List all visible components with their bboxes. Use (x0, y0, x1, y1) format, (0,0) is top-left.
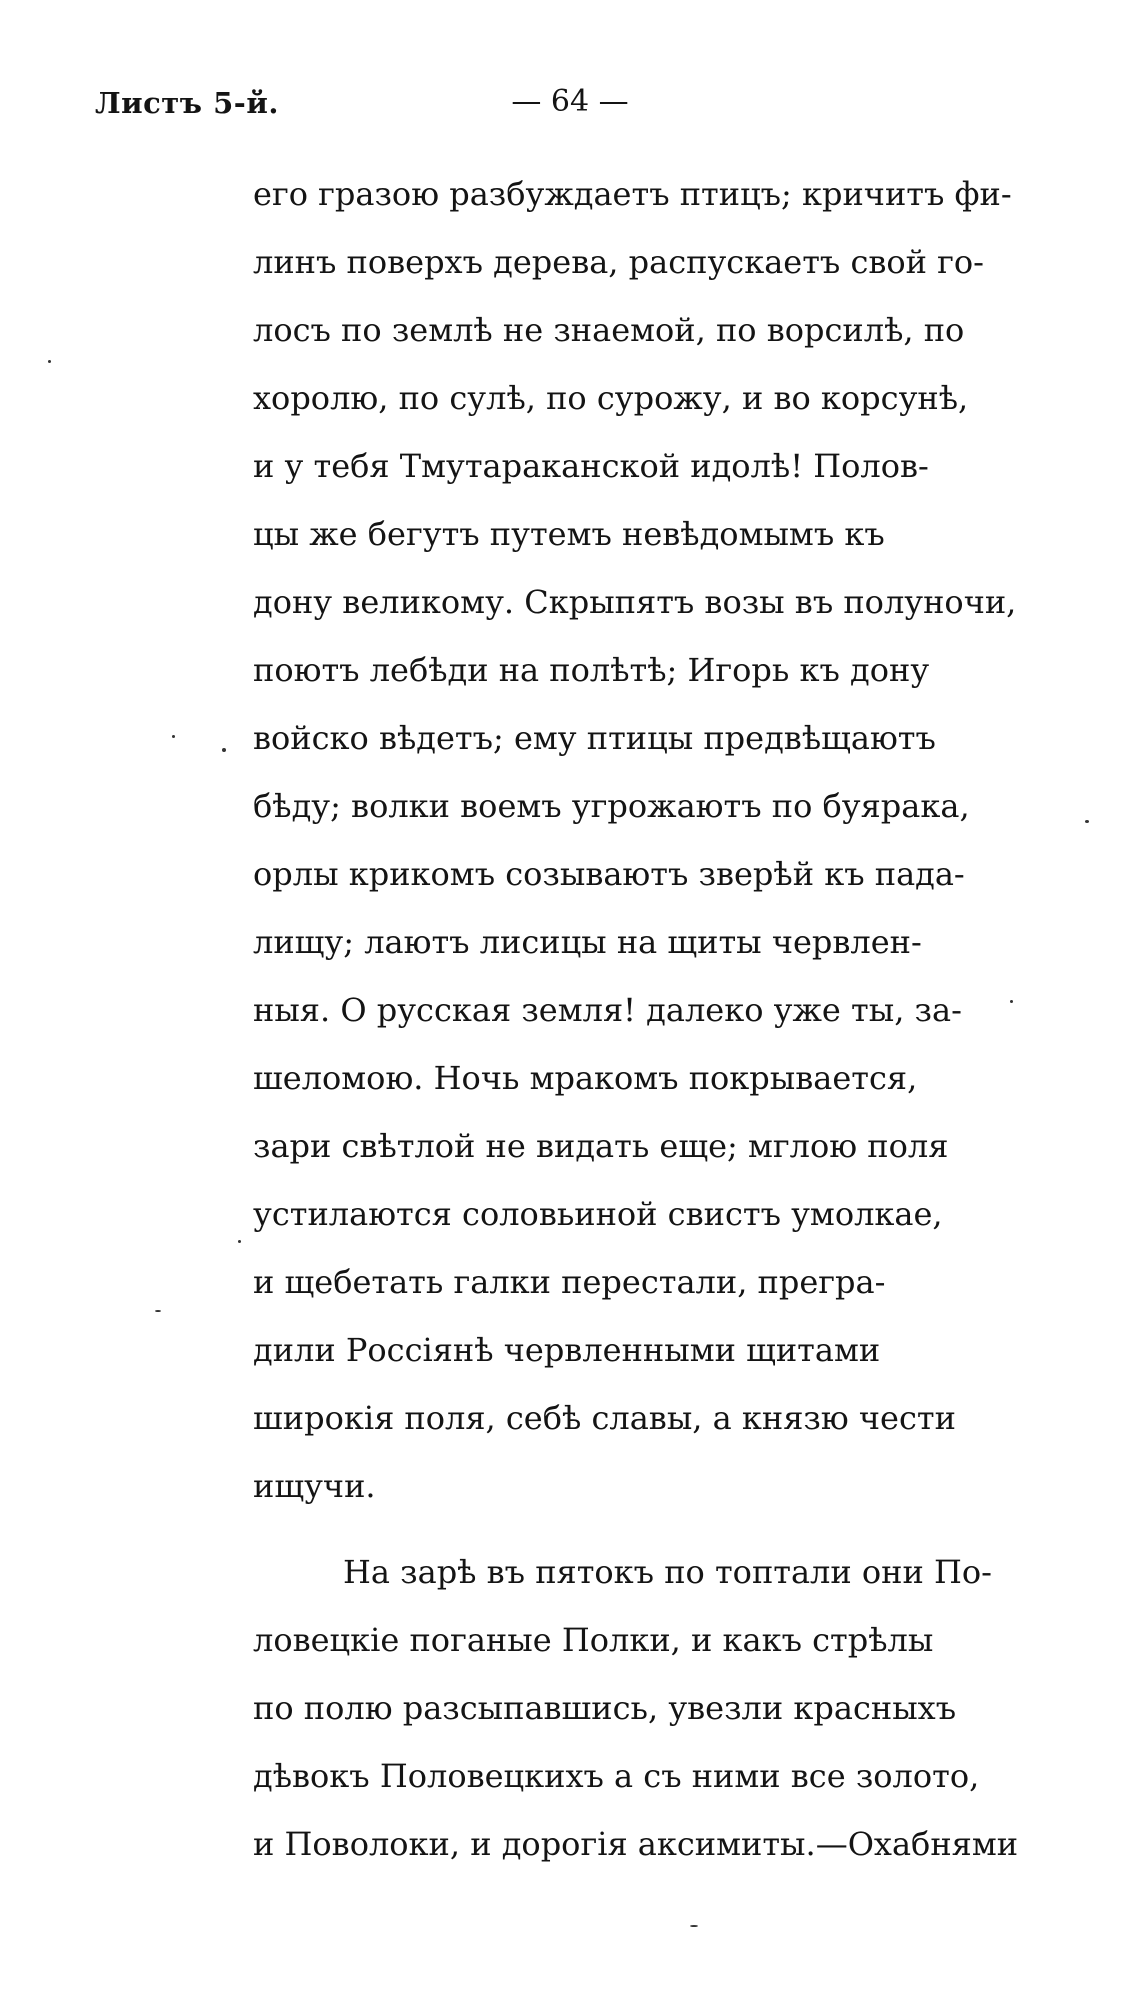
text-line: поютъ лебѣди на полѣтѣ; Игорь къ дону (253, 651, 930, 689)
scan-speck (1085, 820, 1089, 823)
text-line: На зарѣ въ пятокъ по топтали они По- (343, 1553, 992, 1591)
sheet-label: Листъ 5-й. (95, 86, 279, 120)
text-line: бѣду; волки воемъ угрожаютъ по буярака, (253, 787, 970, 825)
text-line: ищучи. (253, 1467, 376, 1505)
paragraph-1 (253, 160, 1017, 1520)
paragraph-gap (253, 1520, 973, 1538)
text-line: по полю разсыпавшись, увезли красныхъ (253, 1689, 957, 1727)
page-number: — 64 — (511, 84, 629, 119)
text-line: хоролю, по сулѣ, по сурожу, и во корсунѣ, (253, 379, 969, 417)
text-line: дили Россіянѣ червленными щитами (253, 1331, 881, 1369)
text-line: лищу; лаютъ лисицы на щиты червлен- (253, 923, 922, 961)
text-line: зари свѣтлой не видать еще; мглою поля (253, 1127, 949, 1165)
text-line: шеломою. Ночь мракомъ покрывается, (253, 1059, 918, 1097)
text-line: и щебетать галки перестали, прегра- (253, 1263, 886, 1301)
text-line: дону великому. Скрыпятъ возы въ полуночи, (253, 583, 1017, 621)
text-line: устилаются соловьиной свистъ умолкае, (253, 1195, 943, 1233)
scan-speck (1010, 1000, 1013, 1003)
text-line: лосъ по землѣ не знаемой, по ворсилѣ, по (253, 311, 965, 349)
scan-speck (238, 1240, 241, 1243)
text-line: ныя. О русская земля! далеко уже ты, за- (253, 991, 962, 1029)
body-text (253, 160, 1019, 1878)
scan-speck (172, 735, 175, 738)
text-line: широкія поля, себѣ славы, а князю чести (253, 1399, 956, 1437)
scan-speck (48, 360, 51, 363)
text-line: войско вѣдетъ; ему птицы предвѣщаютъ (253, 719, 936, 757)
text-line: орлы крикомъ созываютъ зверѣй къ пада- (253, 855, 965, 893)
scan-speck (155, 1310, 161, 1312)
text-line: дѣвокъ Половецкихъ а съ ними все золото, (253, 1757, 980, 1795)
scan-speck (222, 748, 226, 752)
text-line: линъ поверхъ дерева, распускаетъ свой го- (253, 243, 984, 281)
text-line: цы же бегутъ путемъ невѣдомымъ къ (253, 515, 885, 553)
text-line: его гразою разбуждаетъ птицъ; кричитъ фи- (253, 175, 1012, 213)
text-line: и у тебя Тмутараканской идолѣ! Полов- (253, 447, 929, 485)
text-line: и Поволоки, и дорогія аксимиты.—Охабнями (253, 1825, 1019, 1863)
scan-speck (690, 1925, 698, 1927)
paragraph-2 (253, 1538, 1019, 1878)
text-line: ловецкіе поганые Полки, и какъ стрѣлы (253, 1621, 934, 1659)
